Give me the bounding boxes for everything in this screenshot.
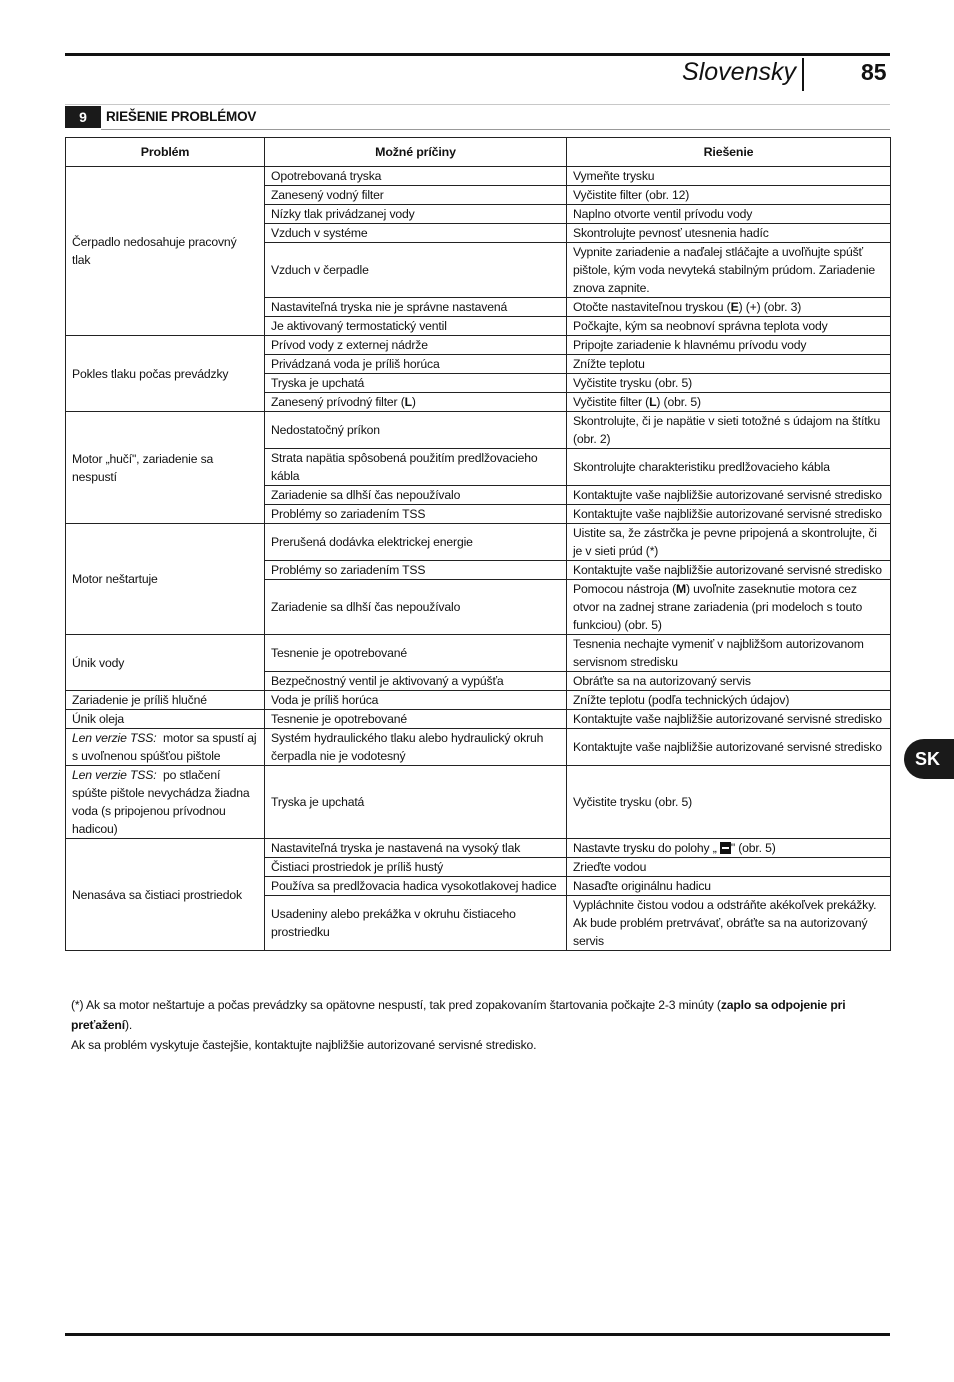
header-sub-rule: [65, 104, 890, 105]
cause-cell: Zariadenie sa dlhší čas nepoužívalo: [265, 580, 567, 635]
cause-cell: Vzduch v čerpadle: [265, 243, 567, 298]
problem-cell: Motor „hučí", zariadenie sa nespustí: [66, 412, 265, 524]
cause-cell: Tesnenie je opotrebované: [265, 635, 567, 672]
solution-cell: Vymeňte trysku: [567, 167, 891, 186]
cause-cell: Nízky tlak privádzanej vody: [265, 205, 567, 224]
cause-cell: Tryska je upchatá: [265, 374, 567, 393]
language-side-tab: SK: [904, 739, 954, 779]
footnote-end: ).: [124, 1018, 133, 1032]
solution-cell: Počkajte, kým sa neobnoví správna teplota vody: [567, 317, 891, 336]
problem-cell: [66, 729, 265, 766]
solution-cell: Vypláchnite čistou vodou a odstráňte akékoľvek prekážky. Ak bude problém pretrvávať, obráťte sa na autorizovaný servis: [567, 896, 891, 951]
cause-cell: Zariadenie sa dlhší čas nepoužívalo: [265, 486, 567, 505]
cause-cell: Používa sa predlžovacia hadica vysokotlakovej hadice: [265, 877, 567, 896]
solution-cell: Skontrolujte charakteristiku predlžovacieho kábla: [567, 449, 891, 486]
cause-cell: Systém hydraulického tlaku alebo hydraulický okruh čerpadla nie je vodotesný: [265, 729, 567, 766]
cause-cell: Prívod vody z externej nádrže: [265, 336, 567, 355]
cause-cell: Voda je príliš horúca: [265, 691, 567, 710]
solution-cell: Tesnenia nechajte vymeniť v najbližšom autorizovanom servisnom stredisku: [567, 635, 891, 672]
cause-cell: Čistiaci prostriedok je príliš hustý: [265, 858, 567, 877]
table-row: [66, 524, 891, 561]
solution-cell: Znížte teplotu: [567, 355, 891, 374]
table-row: [66, 729, 891, 766]
low-pressure-icon: [720, 842, 731, 854]
problem-cell: Únik vody: [66, 635, 265, 691]
cause-cell: Problémy so zariadením TSS: [265, 561, 567, 580]
table-row: [66, 167, 891, 186]
solution-cell: Zrieďte vodou: [567, 858, 891, 877]
solution-cell: Obráťte sa na autorizovaný servis: [567, 672, 891, 691]
solution-cell: Vyčistite filter (obr. 12): [567, 186, 891, 205]
footnote-bold: zaplo sa odpojenie pri preťažení: [71, 998, 846, 1032]
section-heading: [65, 106, 890, 130]
language-title: Slovensky: [682, 58, 796, 86]
section-number: 9: [65, 106, 101, 128]
part-reference: L: [404, 395, 412, 409]
table-row: [66, 839, 891, 858]
part-reference: M: [676, 582, 687, 596]
footnote-line-1: [71, 995, 886, 1035]
problem-cell: Nenasáva sa čistiaci prostriedok: [66, 839, 265, 951]
problem-cell: Pokles tlaku počas prevádzky: [66, 336, 265, 412]
table-row: [66, 766, 891, 839]
part-reference: L: [649, 395, 657, 409]
table-row: [66, 710, 891, 729]
solution-cell: Vyčistite trysku (obr. 5): [567, 766, 891, 839]
column-header-solution: Riešenie: [567, 138, 891, 167]
column-header-causes: Možné príčiny: [265, 138, 567, 167]
cause-cell: Problémy so zariadením TSS: [265, 505, 567, 524]
footnote-text: (*) Ak sa motor neštartuje a počas prevádzky sa opätovne nespustí, tak pred zopakovaním štartovania počkajte 2-3 minúty (: [71, 998, 721, 1012]
problem-prefix: Len verzie TSS:: [72, 731, 157, 745]
table-row: [66, 691, 891, 710]
problem-cell: Motor neštartuje: [66, 524, 265, 635]
problem-cell: Zariadenie je príliš hlučné: [66, 691, 265, 710]
solution-cell: Pomocou nástroja (M) uvoľnite zaseknutie motora cez otvor na zadnej strane zariadenia (pri modeloch s touto funkciou) (obr. 5): [567, 580, 891, 635]
cause-cell: Bezpečnostný ventil je aktivovaný a vypúšťa: [265, 672, 567, 691]
page-number: 85: [861, 59, 887, 85]
cause-cell: Usadeniny alebo prekážka v okruhu čistiaceho prostriedku: [265, 896, 567, 951]
cause-cell: Prerušená dodávka elektrickej energie: [265, 524, 567, 561]
cause-cell: Tryska je upchatá: [265, 766, 567, 839]
solution-cell: Pripojte zariadenie k hlavnému prívodu vody: [567, 336, 891, 355]
problem-text: po stlačení spúšte pištole nevychádza žiadna voda (s pripojenou prívodnou hadicou): [72, 768, 250, 836]
cause-cell: Zanesený vodný filter: [265, 186, 567, 205]
table-row: [66, 412, 891, 449]
solution-cell: Skontrolujte, či je napätie v sieti totožné s údajom na štítku (obr. 2): [567, 412, 891, 449]
cause-cell: Privádzaná voda je príliš horúca: [265, 355, 567, 374]
solution-cell: Kontaktujte vaše najbližšie autorizované servisné stredisko: [567, 710, 891, 729]
solution-cell: Otočte nastaviteľnou tryskou (E) (+) (obr. 3): [567, 298, 891, 317]
solution-cell: Skontrolujte pevnosť utesnenia hadíc: [567, 224, 891, 243]
solution-cell: Kontaktujte vaše najbližšie autorizované servisné stredisko: [567, 505, 891, 524]
solution-cell: Naplno otvorte ventil prívodu vody: [567, 205, 891, 224]
cause-cell: Opotrebovaná tryska: [265, 167, 567, 186]
header-divider: [802, 58, 804, 91]
cause-cell: Nedostatočný príkon: [265, 412, 567, 449]
part-reference: E: [730, 300, 739, 314]
cause-cell: Nastaviteľná tryska nie je správne nastavená: [265, 298, 567, 317]
cause-cell: Vzduch v systéme: [265, 224, 567, 243]
solution-cell: Kontaktujte vaše najbližšie autorizované servisné stredisko: [567, 561, 891, 580]
solution-cell: Nastavte trysku do polohy „ " (obr. 5): [567, 839, 891, 858]
cause-cell: Tesnenie je opotrebované: [265, 710, 567, 729]
section-title: RIEŠENIE PROBLÉMOV: [106, 109, 257, 124]
cause-cell: Nastaviteľná tryska je nastavená na vysoký tlak: [265, 839, 567, 858]
problem-prefix: Len verzie TSS:: [72, 768, 157, 782]
cause-cell: Zanesený prívodný filter (L): [265, 393, 567, 412]
table-row: [66, 635, 891, 672]
problem-cell: Únik oleja: [66, 710, 265, 729]
solution-cell: Vyčistite trysku (obr. 5): [567, 374, 891, 393]
footer-rule: [65, 1333, 890, 1336]
column-header-problem: Problém: [66, 138, 265, 167]
problem-cell: Čerpadlo nedosahuje pracovný tlak: [66, 167, 265, 336]
solution-cell: Kontaktujte vaše najbližšie autorizované servisné stredisko: [567, 729, 891, 766]
solution-cell: Vyčistite filter (L) (obr. 5): [567, 393, 891, 412]
footnote: [71, 995, 886, 1055]
footnote-line-2: Ak sa problém vyskytuje častejšie, kontaktujte najbližšie autorizované servisné stredisko.: [71, 1038, 537, 1052]
table-header-row: [66, 138, 891, 167]
problem-cell: [66, 766, 265, 839]
solution-cell: Uistite sa, že zástrčka je pevne pripojená a skontrolujte, či je v sieti prúd (*): [567, 524, 891, 561]
cause-cell: Strata napätia spôsobená použitím predlžovacieho kábla: [265, 449, 567, 486]
cause-cell: Je aktivovaný termostatický ventil: [265, 317, 567, 336]
solution-cell: Vypnite zariadenie a naďalej stláčajte a uvoľňujte spúšť pištole, kým voda nevyteká stabilným prúdom. Zariadenie znova zapnite.: [567, 243, 891, 298]
table-row: [66, 336, 891, 355]
troubleshooting-table: [65, 137, 891, 951]
problem-text: motor sa spustí aj s uvoľnenou spúšťou pištole: [72, 731, 257, 763]
solution-cell: Nasaďte originálnu hadicu: [567, 877, 891, 896]
solution-cell: Kontaktujte vaše najbližšie autorizované servisné stredisko: [567, 486, 891, 505]
section-underline: [101, 129, 890, 130]
solution-cell: Znížte teplotu (podľa technických údajov): [567, 691, 891, 710]
